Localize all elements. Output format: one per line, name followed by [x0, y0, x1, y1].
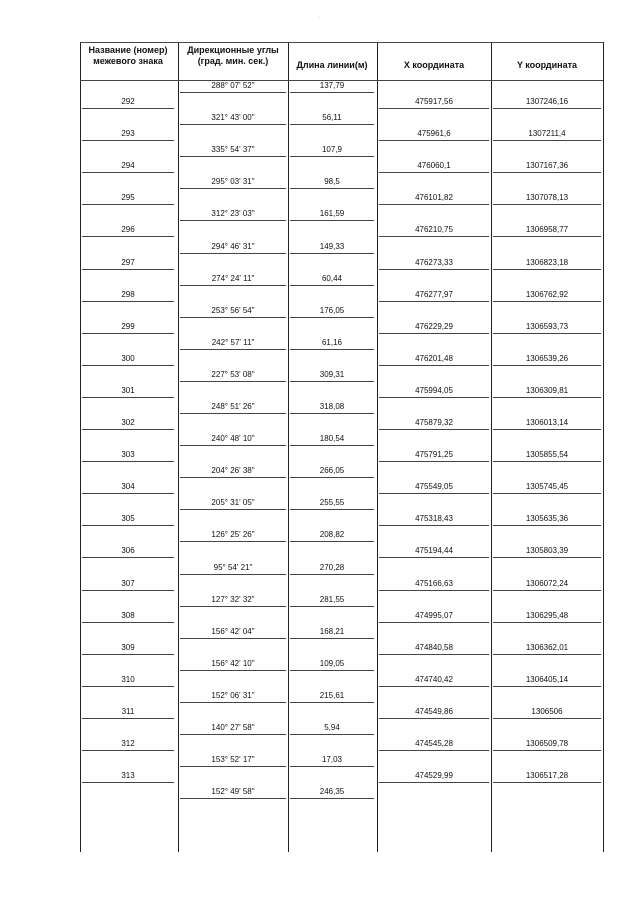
row-underline	[290, 285, 374, 286]
row-underline	[82, 686, 174, 687]
row-underline	[379, 204, 489, 205]
boundary-mark-number: 298	[121, 289, 135, 299]
y-coordinate: 1305855,54	[525, 450, 569, 460]
direction-angle: 205° 31' 05"	[211, 498, 255, 508]
boundary-mark-number: 302	[121, 418, 135, 428]
row-underline	[290, 381, 374, 382]
row-underline	[82, 654, 174, 655]
row-underline	[379, 461, 489, 462]
row-underline	[82, 461, 174, 462]
header-border	[80, 42, 603, 43]
y-coordinate: 1306823,18	[525, 257, 569, 267]
row-underline	[493, 269, 601, 270]
row-underline	[493, 493, 601, 494]
row-underline	[379, 782, 489, 783]
row-underline	[493, 525, 601, 526]
row-underline	[493, 365, 601, 366]
row-underline	[493, 429, 601, 430]
direction-angle: 312° 23' 03"	[211, 209, 255, 219]
boundary-mark-number: 300	[121, 353, 135, 363]
row-underline	[180, 188, 286, 189]
boundary-mark-number: 310	[121, 674, 135, 684]
row-underline	[180, 638, 286, 639]
y-coordinate: 1305635,36	[525, 514, 569, 524]
row-underline	[290, 734, 374, 735]
row-underline	[82, 397, 174, 398]
header-angle: Дирекционные углы (град. мин. сек.)	[187, 45, 279, 66]
row-underline	[180, 349, 286, 350]
row-underline	[379, 429, 489, 430]
line-length: 168,21	[319, 626, 345, 636]
column-border	[603, 42, 604, 852]
boundary-mark-number: 305	[121, 514, 135, 524]
y-coordinate: 1306593,73	[525, 321, 569, 331]
header-x: X координата	[403, 60, 465, 70]
row-underline	[180, 574, 286, 575]
row-underline	[379, 269, 489, 270]
row-underline	[379, 397, 489, 398]
row-underline	[379, 333, 489, 334]
row-underline	[180, 285, 286, 286]
y-coordinate: 1306362,01	[525, 642, 569, 652]
line-length: 98,5	[324, 177, 340, 187]
y-coordinate: 1307211,4	[528, 129, 566, 139]
row-underline	[180, 477, 286, 478]
row-underline	[82, 590, 174, 591]
y-coordinate: 1306295,48	[525, 610, 569, 620]
row-underline	[180, 702, 286, 703]
direction-angle: 156° 42' 04"	[211, 626, 255, 636]
row-underline	[82, 269, 174, 270]
row-underline	[290, 702, 374, 703]
direction-angle: 140° 27' 58"	[211, 723, 255, 732]
row-underline	[290, 606, 374, 607]
row-underline	[82, 525, 174, 526]
row-underline	[180, 606, 286, 607]
direction-angle: 126° 25' 26"	[211, 530, 255, 540]
direction-angle: 240° 48' 10"	[211, 434, 255, 444]
line-length: 215,61	[319, 690, 345, 700]
row-underline	[180, 798, 286, 799]
row-underline	[493, 686, 601, 687]
x-coordinate: 474995,07	[415, 610, 453, 620]
row-underline	[379, 686, 489, 687]
row-underline	[493, 301, 601, 302]
x-coordinate: 475961,6	[417, 129, 451, 139]
row-underline	[180, 541, 286, 542]
boundary-mark-number: 296	[121, 225, 135, 235]
line-length: 281,55	[319, 594, 345, 604]
direction-angle: 152° 49' 58"	[211, 787, 255, 797]
row-underline	[493, 397, 601, 398]
row-underline	[493, 333, 601, 334]
direction-angle: 288° 07' 52"	[211, 81, 255, 90]
row-underline	[82, 429, 174, 430]
boundary-mark-number: 313	[121, 771, 135, 781]
row-underline	[82, 782, 174, 783]
row-underline	[379, 493, 489, 494]
y-coordinate: 1306958,77	[525, 225, 569, 235]
row-underline	[180, 670, 286, 671]
y-coordinate: 1305803,39	[525, 546, 569, 556]
row-underline	[180, 317, 286, 318]
row-underline	[493, 654, 601, 655]
direction-angle: 127° 32' 32"	[211, 594, 255, 604]
direction-angle: 295° 03' 31"	[211, 177, 255, 187]
y-coordinate: 1306539,26	[525, 353, 569, 363]
x-coordinate: 476229,29	[415, 321, 453, 331]
row-underline	[290, 413, 374, 414]
x-coordinate: 475791,25	[415, 450, 453, 460]
row-underline	[290, 509, 374, 510]
x-coordinate: 474740,42	[415, 674, 453, 684]
row-underline	[82, 140, 174, 141]
row-underline	[180, 445, 286, 446]
row-underline	[493, 236, 601, 237]
row-underline	[493, 172, 601, 173]
row-underline	[180, 734, 286, 735]
boundary-mark-number: 297	[121, 257, 135, 267]
y-coordinate: 1305745,45	[525, 482, 569, 492]
y-coordinate: 1306072,24	[525, 578, 569, 588]
x-coordinate: 475994,05	[415, 385, 453, 395]
y-coordinate: 1307246,16	[525, 97, 569, 107]
boundary-mark-number: 295	[121, 193, 135, 203]
row-underline	[379, 590, 489, 591]
row-underline	[493, 461, 601, 462]
row-underline	[180, 766, 286, 767]
boundary-mark-number: 308	[121, 610, 135, 620]
y-coordinate: 1306517,28	[525, 771, 569, 781]
direction-angle: 253° 56' 54"	[211, 305, 255, 315]
row-underline	[290, 477, 374, 478]
line-length: 161,59	[319, 209, 345, 219]
row-underline	[180, 509, 286, 510]
direction-angle: 248° 51' 26"	[211, 402, 255, 411]
y-coordinate: 1307078,13	[525, 193, 569, 203]
row-underline	[290, 349, 374, 350]
x-coordinate: 474840,58	[415, 642, 453, 652]
row-underline	[180, 156, 286, 157]
x-coordinate: 475194,44	[415, 546, 453, 556]
y-coordinate: 1306509,78	[525, 739, 569, 749]
line-length: 17,03	[321, 755, 343, 765]
row-underline	[290, 124, 374, 125]
row-underline	[290, 798, 374, 799]
x-coordinate: 476060,1	[417, 161, 451, 171]
row-underline	[379, 525, 489, 526]
line-length: 176,05	[319, 305, 345, 315]
row-underline	[290, 220, 374, 221]
row-underline	[180, 253, 286, 254]
row-underline	[379, 622, 489, 623]
x-coordinate: 474545,28	[415, 739, 453, 749]
boundary-mark-number: 307	[121, 578, 135, 588]
boundary-mark-number: 299	[121, 321, 135, 331]
x-coordinate: 475166,63	[415, 578, 453, 588]
direction-angle: 204° 26' 38"	[211, 466, 255, 476]
y-coordinate: 1306762,92	[525, 289, 569, 299]
line-length: 266,05	[319, 466, 345, 476]
direction-angle: 153° 52' 17"	[211, 755, 255, 765]
line-length: 270,28	[319, 562, 345, 572]
row-underline	[493, 750, 601, 751]
row-underline	[180, 124, 286, 125]
scan-artifact: ·	[318, 14, 321, 21]
row-underline	[379, 557, 489, 558]
row-underline	[82, 172, 174, 173]
row-underline	[290, 253, 374, 254]
direction-angle: 335° 54' 37"	[211, 145, 255, 155]
line-length: 208,82	[319, 530, 345, 540]
row-underline	[493, 204, 601, 205]
row-underline	[180, 220, 286, 221]
row-underline	[379, 365, 489, 366]
x-coordinate: 474549,86	[415, 706, 453, 716]
row-underline	[180, 413, 286, 414]
row-underline	[379, 140, 489, 141]
line-length: 149,33	[319, 241, 345, 251]
x-coordinate: 476210,75	[415, 225, 453, 235]
row-underline	[493, 622, 601, 623]
row-underline	[290, 317, 374, 318]
row-underline	[290, 574, 374, 575]
row-underline	[379, 750, 489, 751]
boundary-mark-number: 311	[121, 706, 135, 716]
row-underline	[290, 766, 374, 767]
row-underline	[82, 301, 174, 302]
row-underline	[82, 493, 174, 494]
row-underline	[180, 92, 286, 93]
row-underline	[290, 445, 374, 446]
direction-angle: 227° 53' 08"	[211, 369, 255, 379]
header-length: Длина линии(м)	[296, 60, 368, 70]
row-underline	[82, 236, 174, 237]
boundary-mark-number: 292	[121, 97, 135, 107]
x-coordinate: 474529,99	[415, 771, 453, 781]
line-length: 5,94	[324, 723, 340, 732]
line-length: 318,08	[319, 402, 345, 411]
boundary-mark-number: 312	[121, 739, 135, 749]
x-coordinate: 475879,32	[415, 418, 453, 428]
row-underline	[493, 782, 601, 783]
direction-angle: 95° 54' 21"	[213, 562, 253, 572]
x-coordinate: 476201,48	[415, 353, 453, 363]
row-underline	[493, 557, 601, 558]
row-underline	[290, 541, 374, 542]
row-underline	[82, 333, 174, 334]
x-coordinate: 475318,43	[415, 514, 453, 524]
row-underline	[379, 108, 489, 109]
row-underline	[379, 172, 489, 173]
y-coordinate: 1307167,36	[525, 161, 569, 171]
row-underline	[379, 301, 489, 302]
row-underline	[82, 204, 174, 205]
row-underline	[290, 156, 374, 157]
row-underline	[82, 718, 174, 719]
direction-angle: 294° 46' 31"	[211, 241, 255, 251]
direction-angle: 242° 57' 11"	[211, 337, 255, 347]
boundary-mark-number: 309	[121, 642, 135, 652]
row-underline	[82, 750, 174, 751]
x-coordinate: 475549,05	[415, 482, 453, 492]
line-length: 255,55	[319, 498, 345, 508]
line-length: 61,16	[321, 337, 343, 347]
x-coordinate: 475917,56	[415, 97, 453, 107]
boundary-mark-number: 304	[121, 482, 135, 492]
row-underline	[379, 236, 489, 237]
row-underline	[379, 718, 489, 719]
x-coordinate: 476273,33	[415, 257, 453, 267]
line-length: 60,44	[321, 273, 343, 283]
row-underline	[493, 108, 601, 109]
boundary-mark-number: 294	[121, 161, 135, 171]
line-length: 180,54	[319, 434, 345, 444]
y-coordinate: 1306405,14	[525, 674, 569, 684]
row-underline	[82, 108, 174, 109]
row-underline	[82, 365, 174, 366]
direction-angle: 321° 43' 00"	[211, 113, 255, 123]
row-underline	[82, 557, 174, 558]
y-coordinate: 1306309,81	[525, 385, 569, 395]
line-length: 107,9	[321, 145, 343, 155]
line-length: 56,11	[322, 113, 342, 123]
boundary-mark-number: 293	[121, 129, 135, 139]
header-y: Y координата	[516, 60, 578, 70]
line-length: 309,31	[319, 369, 345, 379]
header-name: Название (номер) межевого знака	[88, 45, 168, 66]
boundary-mark-number: 303	[121, 450, 135, 460]
line-length: 137,79	[319, 81, 345, 90]
boundary-mark-number: 301	[121, 385, 135, 395]
row-underline	[493, 590, 601, 591]
row-underline	[82, 622, 174, 623]
x-coordinate: 476277,97	[415, 289, 453, 299]
row-underline	[290, 92, 374, 93]
row-underline	[290, 670, 374, 671]
row-underline	[379, 654, 489, 655]
direction-angle: 152° 06' 31"	[211, 690, 255, 700]
direction-angle: 274° 24' 11"	[211, 273, 255, 283]
y-coordinate: 1306506	[531, 706, 563, 716]
line-length: 246,35	[319, 787, 345, 797]
y-coordinate: 1306013,14	[525, 418, 569, 428]
x-coordinate: 476101,82	[415, 193, 453, 203]
boundary-mark-number: 306	[121, 546, 135, 556]
row-underline	[493, 718, 601, 719]
direction-angle: 156° 42' 10"	[211, 658, 255, 668]
row-underline	[493, 140, 601, 141]
line-length: 109,05	[319, 658, 345, 668]
row-underline	[180, 381, 286, 382]
row-underline	[290, 638, 374, 639]
row-underline	[290, 188, 374, 189]
